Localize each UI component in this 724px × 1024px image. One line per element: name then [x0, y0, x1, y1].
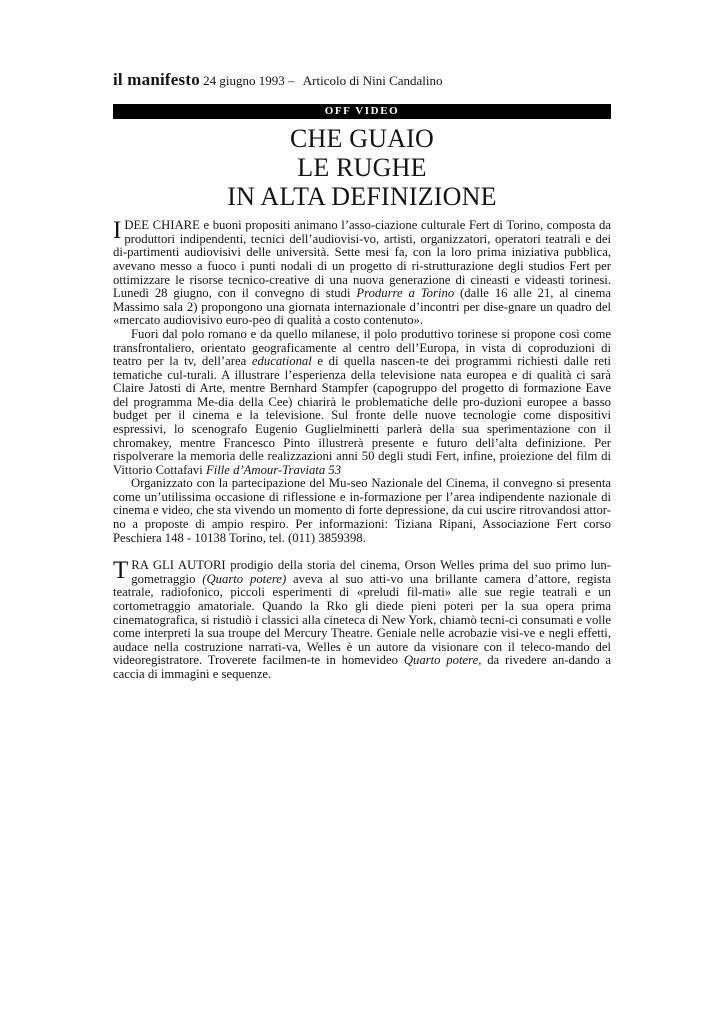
- section-kicker-label: OFF VIDEO: [324, 105, 400, 117]
- masthead: il manifesto: [113, 70, 200, 89]
- paragraph-3: [113, 477, 611, 545]
- paragraph-2-text: Fuori dal polo romano e da quello milanese, il polo produttivo torinese si propone così come transfrontaliero, orientato geograficamente al centro dell’Europa, in vista di coproduzioni di teatro per la tv, dell’area educational e di quella nascen-te dei programmi richiesti dalle reti tematiche cul-turali. A illustrare l’esperienza della televisione nata europea e di qualità ci sarà Claire Jatosti di Arte, mentre Bernhard Stampfer (capogruppo del progetto di formazione Eave del programma Me-dia della Cee) chiarirà le problematiche delle pro-duzioni europee a basso budget per il cinema e la televisione. Sul fronte delle nuove tecnologie come dispositivi espressivi, lo scenografo Eugenio Guglielminetti parlerà della sua sperimentazione con il chromakey, mentre Francesco Pinto illustrerà presente e futuro dell’alta definizione. Per rispolverare la memoria delle realizzazioni anni 50 degli studi Fert, infine, proiezione del film di Vittorio Cottafavi Fille d’Amour-Traviata 53: [113, 326, 611, 477]
- article-body: [113, 219, 611, 681]
- paragraph-1-text: DEE CHIARE e buoni propositi animano l’asso-ciazione culturale Fert di Torino, composta da produttori indipendenti, tecnici dell’audiovisi-vo, artisti, organizzatori, operatori teatrali e dei di-partimenti audiovisivi delle università. Sette mesi fa, con la loro prima iniziativa pubblica, avevano messo a fuoco i punti nodali di un progetto di ri-strutturazione degli studios Fert per ottimizzare le risorse tecnico-creative di una nuova generazione di cineasti e videasti torinesi. Lunedì 28 giugno, con il convegno di studi Produrre a Torino (dalle 16 alle 21, al cinema Massimo sala 2) propongono una giornata internazionale d’incontri per dise-gnare un quadro del «mercato audiovisivo euro-peo di qualità a costo contenuto».: [113, 218, 612, 328]
- paragraph-2: [113, 328, 611, 477]
- article-header: [113, 70, 611, 90]
- dropcap-2: T: [113, 557, 129, 585]
- paragraph-4: [113, 559, 611, 681]
- paragraph-1: [113, 219, 611, 328]
- byline: Articolo di Nini Candalino: [302, 73, 443, 88]
- headline-line-1: CHE GUAIO: [289, 124, 435, 153]
- date-line: 24 giugno 1993 –: [203, 73, 295, 88]
- headline-line-3: IN ALTA DEFINIZIONE: [227, 182, 497, 212]
- headline: [113, 124, 611, 211]
- paragraph-4-text: RA GLI AUTORI prodigio della storia del cinema, Orson Welles prima del suo primo lun-gometraggio (Quarto potere) aveva al suo atti-vo una brillante camera d’attore, regista teatrale, radiofonico, piccoli esperimenti di «preludi fil-mati» alle sue regie teatrali e un cortometraggio amatoriale. Quando la Rko gli diede pieni poteri per la sua opera prima cinematografica, si ristudiò i classici alla cineteca di New York, chiamò tecni-ci consumati e volle come interpreti la sua troupe del Mercury Theatre. Geniale nelle acrobazie visi-ve e negli effetti, audace nella costruzione narrati-va, Welles è un autore da visionare con il teleco-mando del videoregistratore. Troverete facilmen-te in homevideo Quarto potere, da rivedere an-dando a caccia di immagini e sequenze.: [113, 558, 611, 681]
- article-content: [113, 70, 611, 681]
- dropcap-1: I: [113, 217, 122, 245]
- paragraph-3-text: Organizzato con la partecipazione del Mu-seo Nazionale del Cinema, il convegno si presenta come un’utilissima occasione di riflessione e in-formazione per l’area indipendente nazionale di cinema e video, che sta vivendo un momento di forte depressione, da cui uscire ritrovandosi attor-no a proposte di ampio respiro. Per informazioni: Tiziana Ripani, Associazione Fert corso Peschiera 148 - 10138 Torino, tel. (011) 3859398.: [113, 476, 611, 545]
- section-kicker-bar: [113, 104, 611, 119]
- headline-line-2: LE RUGHE: [297, 153, 427, 183]
